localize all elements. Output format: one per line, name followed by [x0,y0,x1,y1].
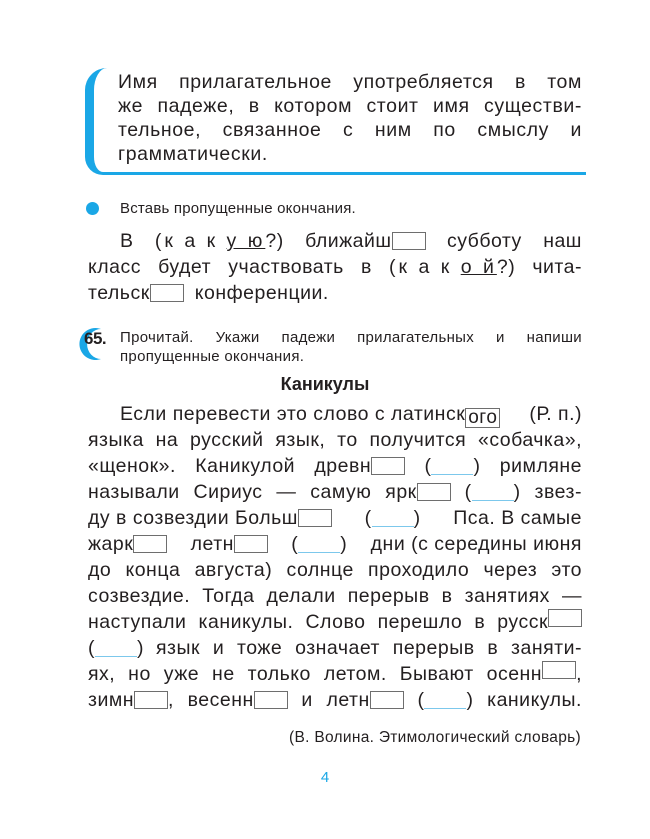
word: римляне [499,455,582,477]
text-line [88,479,582,505]
dash: — [276,481,297,503]
text-title: Каникулы [280,374,370,394]
word: конференции. [194,282,329,304]
line-text: Пса. В самые [453,507,582,529]
warmup-instruction: Вставь пропущенные окончания. [120,200,356,217]
ending-input-box[interactable] [392,232,426,250]
case-input-line[interactable] [95,638,137,657]
filled-ending-box: ого [465,408,500,428]
ending-input-box[interactable] [548,609,582,627]
text-line [88,531,582,557]
exercise-number: 65. [84,329,107,348]
rule-line: грамматически. [118,143,268,165]
word: называли [88,481,180,503]
instruction-line: Прочитай. Укажи падежи прилагательных и напиши [120,329,582,346]
ending-input-box[interactable] [417,483,451,501]
word-with-blank: тельск [88,280,184,306]
word-with-filled-ending: Если перевести это слово с латинск ого [120,401,500,428]
word-with-blank: ближайш [305,228,426,254]
line-text: дни (с середины июня [370,533,582,555]
instruction-line: пропущенные окончания. [120,348,305,365]
text-line [88,687,582,713]
line-text: язык и тоже означает перерыв в заняти- [156,637,582,659]
case-input-line[interactable] [372,508,414,527]
word: В [120,230,134,252]
text-line [88,453,582,479]
text-line [88,228,582,254]
word: чита- [532,256,582,278]
word: участвовать [228,256,344,278]
ending-input-box[interactable] [234,535,268,553]
word: самую [310,481,372,503]
text-line [88,609,582,635]
rule-line: Имя прилагательное употребляется в том [118,71,582,93]
case-blank: ( ) [364,507,421,529]
text-line [88,661,582,687]
word-with-blank: ярк [385,479,450,505]
word-with-blank: древн [314,453,405,479]
case-blank: ( ) [291,533,348,555]
word-with-blank: летн [326,687,403,713]
word: звез- [534,481,582,503]
ending-input-box[interactable] [134,691,168,709]
source-citation: (В. Волина. Этимологический словарь) [289,729,581,746]
grammar-rule [118,70,582,166]
text-line [88,280,582,306]
question-hint: (к а к о й?) [389,256,516,278]
rule-line: же падеже, в котором стоит имя существи- [118,95,582,117]
word: в [360,256,372,278]
text-line [88,557,582,583]
text-line [88,401,582,427]
word-with-blank: зимн , [88,689,174,711]
question-hint: (к а к у ю?) [154,230,284,252]
ending-input-box[interactable] [254,691,288,709]
line-text: языка на русский язык, то получится «собачка», [88,429,582,451]
word: «щенок». [88,455,176,477]
ending-input-box[interactable] [371,457,405,475]
line-text: созвездие. Тогда делали перерыв в занятиях — [88,585,582,607]
text-line [88,254,582,280]
word: каникулы. [487,689,582,711]
word: Сириус [193,481,263,503]
bullet-dot-icon [86,202,99,215]
word: класс [88,256,141,278]
ending-input-box[interactable] [298,509,332,527]
text-line [88,635,582,661]
case-blank: ( ) [88,637,144,659]
ending-input-box[interactable] [133,535,167,553]
word: наш [543,230,582,252]
warmup-paragraph [88,228,582,306]
word: Каникулой [195,455,296,477]
case-input-line[interactable] [431,456,473,475]
page-number: 4 [320,769,330,786]
text-line [88,505,582,531]
ending-input-box[interactable] [150,284,184,302]
case-blank: ( ) [464,481,521,503]
rule-line: тельное, связанное с ним по смыслу и [118,119,582,141]
word: будет [158,256,212,278]
case-blank: ( ) [417,689,474,711]
word-with-blank: весенн [188,687,288,713]
ending-input-box[interactable] [370,691,404,709]
word-with-blank: ях, но уже не только летом. Бывают осенн , [88,663,582,685]
case-input-line[interactable] [424,690,466,709]
text-line [88,583,582,609]
word: и [301,689,313,711]
word-with-blank: летн [191,531,268,557]
word-with-blank: наступали каникулы. Слово перешло в русск [88,609,582,635]
line-text: до конца августа) солнце проходило через это [88,559,582,581]
word-with-blank: ду в созвездии Больш [88,505,332,531]
word-with-blank: жарк [88,531,167,557]
case-input-line[interactable] [298,534,340,553]
case-input-line[interactable] [472,482,514,501]
case-blank: ( ) [424,455,481,477]
exercise-text [88,401,582,713]
exercise-instruction [120,328,582,366]
text-line [88,427,582,453]
case-label: (Р. п.) [529,403,582,425]
ending-input-box[interactable] [542,661,576,679]
word: субботу [446,230,522,252]
